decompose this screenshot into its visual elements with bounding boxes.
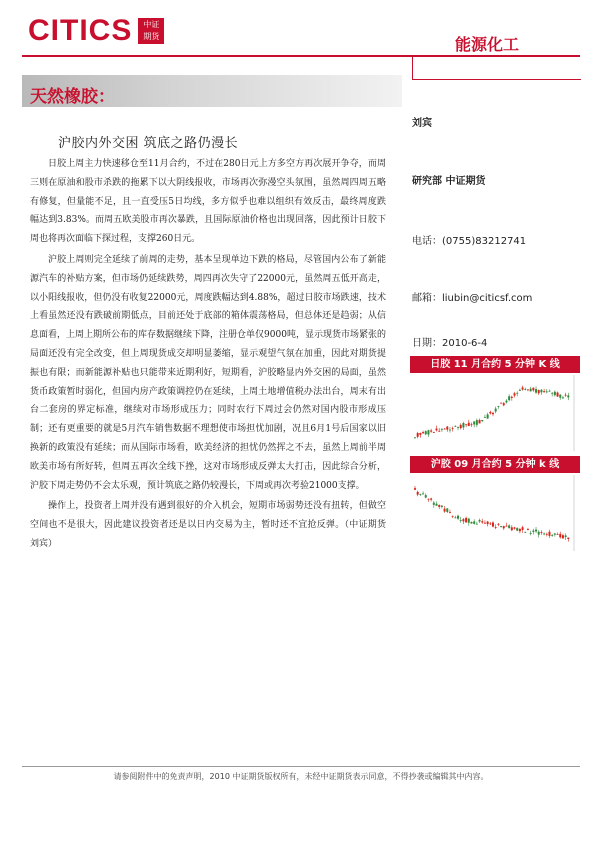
candle-body — [497, 406, 499, 407]
chart-title-2: 沪胶 09 月合约 5 分钟 k 线 — [410, 456, 580, 473]
candle-body — [427, 499, 429, 500]
candle-body — [495, 409, 497, 412]
candle-body — [532, 388, 534, 391]
candle-body — [462, 423, 464, 428]
candle-body — [543, 391, 545, 392]
article-paragraph-1: 日胶上周主力快速移仓至11月合约，不过在280日元上方多空方再次展开争夺，而周三则在原油和股市杀跌的拖累下以大阴线报收，市场再次弥漫空头氛围，虽然周四周五略有修复，但量能不足，且一直受压5日均线，多方似乎也难以组织有效反击，最终周度跌幅达到3.83%。而周五欧美股市再次暴跌，且国际原油价格也出现回落，因此预计日胶下周也将再次面临下探过程，支撑260日元。 — [30, 159, 386, 245]
candle-body — [522, 527, 524, 530]
candle-body — [532, 531, 534, 532]
candle-body — [503, 526, 505, 528]
candle-body — [476, 420, 478, 425]
candle-body — [473, 421, 475, 424]
candle-body — [511, 397, 513, 398]
candle-body — [484, 417, 486, 418]
candle-body — [419, 494, 421, 495]
candle-body — [417, 492, 419, 495]
logo-seal — [138, 18, 164, 44]
candle-body — [519, 390, 521, 391]
phone-value: (0755)83212741 — [442, 236, 527, 247]
author-name: 刘宾 — [412, 118, 432, 129]
candle-body — [484, 523, 486, 524]
candle-body — [446, 508, 448, 512]
candle-body — [430, 430, 432, 431]
candle-body — [452, 428, 454, 429]
candle-body — [457, 427, 459, 428]
candle-body — [535, 389, 537, 393]
candle-body — [468, 423, 470, 426]
candle-body — [481, 420, 483, 421]
candle-body — [492, 523, 494, 527]
date-row — [412, 334, 487, 349]
email-row — [412, 289, 532, 304]
candle-body — [449, 512, 451, 513]
footer-disclaimer: 请参阅附件中的免责声明，2010 中证期货版权所有，未经中证期货表示同意，不得抄袭或编辑其中内容。 — [113, 772, 489, 781]
logo-seal-line-1: 中证 — [143, 20, 160, 29]
logo-seal-line-2: 期货 — [143, 32, 160, 41]
candle-body — [535, 530, 537, 532]
chart-nikkei-rubber — [410, 356, 580, 453]
candle-body — [565, 395, 567, 396]
candle-body — [414, 488, 416, 490]
candle-body — [505, 526, 507, 527]
candle-body — [557, 393, 559, 397]
candle-body — [425, 431, 427, 434]
phone-label: 电话： — [412, 236, 442, 247]
candle-body — [465, 424, 467, 425]
candle-body — [492, 413, 494, 414]
candle-body — [465, 518, 467, 523]
candle-body — [417, 433, 419, 437]
candle-body — [481, 521, 483, 522]
candle-body — [540, 390, 542, 393]
candle-body — [538, 390, 540, 393]
chart-shanghai-rubber — [410, 456, 580, 553]
candle-body — [462, 519, 464, 521]
candle-body — [565, 535, 567, 537]
candle-body — [479, 520, 481, 521]
candle-body — [489, 412, 491, 413]
candle-body — [468, 519, 470, 523]
candle-body — [508, 525, 510, 528]
candle-body — [519, 529, 521, 531]
candle-body — [438, 431, 440, 432]
header-side-box — [412, 57, 581, 80]
article-paragraph-2: 沪胶上周则完全延续了前周的走势，基本呈现单边下跌的格局，尽管国内公布了新能源汽车的补贴方案，但市场仍延续跌势，周四再次失守了22000元，虽然周五低开高走，以小阳线报收，但仍没有收复22000元，周度跌幅达到4.88%，超过日胶市场跌速，技术上看虽然还没有跌破前期低点，目前还处于底部的箱体震荡格局，但总体还是趋弱；从信息面看，上周上期所公布的库存数据继续下降，注册仓单仅9000吨，显示现货市场紧张的局面还没有完全改变，但上周现货成交却明显萎缩，显示观望气氛在加重，因此对期货提振也有限；而新能源补贴也只能带来近期利好，短期看，沪胶略显内外交困的局面，虽然货币政策暂时弱化，但国内房产政策调控仍在延续，上周土地增值税办法出台，周末有出台二套房的界定标准，继续对市场形成压力；同时农行下周过会仍然对国内股市形成压制；还有更重要的就是5月汽车销售数据不理想使市场担忧加剧，况且6月1号后国家以旧换新的政策没有延续；而从国际市场看，欧美经济的担忧仍然挥之不去，虽然上周前半周欧美市场有所好转，但周五再次全线下挫，这对市场形成反弹太大打击，因此综合分析，沪胶下周走势仍不会太乐观，预计筑底之路仍较漫长，下周或再次考验21000支撑。 — [30, 254, 386, 491]
candle-body — [562, 397, 564, 398]
candle-body — [473, 521, 475, 523]
candle-body — [500, 526, 502, 527]
article-paragraph-3: 操作上，投资者上周并没有遇到很好的介入机会，短期市场弱势还没有扭转，但做空空间也不是很大，因此建议投资者还是以日内交易为主，暂时还不宜抢反弹。（中证期货 刘宾） — [30, 501, 386, 549]
candle-body — [441, 429, 443, 430]
candle-body — [489, 523, 491, 524]
phone-row — [412, 232, 526, 247]
section-title: 天然橡胶： — [30, 87, 115, 107]
candle-body — [511, 527, 513, 530]
candle-body — [540, 532, 542, 533]
candle-body — [551, 393, 553, 394]
candle-body — [460, 425, 462, 428]
candle-body — [438, 505, 440, 507]
candle-body — [441, 506, 443, 507]
department: 研究部 中证期货 — [412, 176, 486, 187]
candle-body — [457, 516, 459, 519]
candle-body — [546, 391, 548, 392]
candle-body — [508, 396, 510, 400]
candle-body — [422, 493, 424, 494]
candle-body — [554, 392, 556, 395]
candle-body — [460, 520, 462, 521]
candle-body — [557, 534, 559, 535]
candle-body — [427, 430, 429, 434]
candle-body — [495, 527, 497, 528]
candle-body — [514, 527, 516, 528]
email-label: 邮箱： — [412, 293, 442, 304]
candle-body — [548, 391, 550, 392]
candle-body — [543, 533, 545, 534]
date-label: 日期： — [412, 338, 442, 349]
candle-body — [454, 426, 456, 427]
candle-body — [454, 517, 456, 518]
candle-body — [444, 509, 446, 512]
candle-body — [422, 432, 424, 433]
article-title: 沪胶内外交困 筑底之路仍漫长 — [58, 136, 239, 151]
candle-body — [516, 528, 518, 531]
candle-body — [470, 424, 472, 425]
candlestick-chart-2 — [410, 473, 580, 553]
candle-body — [436, 504, 438, 506]
footer-divider — [22, 766, 580, 767]
chart-title-1: 日胶 11 月合约 5 分钟 K 线 — [410, 356, 580, 373]
candle-body — [546, 534, 548, 535]
candle-body — [562, 535, 564, 538]
candle-body — [479, 420, 481, 423]
candle-body — [503, 403, 505, 405]
candle-body — [433, 432, 435, 433]
candle-body — [522, 387, 524, 389]
candle-body — [567, 395, 569, 397]
candle-body — [452, 516, 454, 517]
candle-body — [497, 524, 499, 525]
report-category: 能源化工 — [455, 35, 520, 54]
candle-body — [414, 437, 416, 438]
candle-body — [538, 532, 540, 535]
candlestick-chart-1 — [410, 373, 580, 453]
candle-body — [487, 522, 489, 525]
candle-body — [516, 393, 518, 394]
candle-body — [487, 414, 489, 418]
candle-body — [524, 389, 526, 390]
candle-body — [446, 427, 448, 430]
candle-body — [419, 433, 421, 435]
candle-body — [476, 524, 478, 525]
candle-body — [470, 522, 472, 524]
date-value: 2010-6-4 — [442, 338, 488, 349]
article-body — [30, 155, 386, 556]
candle-body — [436, 429, 438, 431]
candle-body — [530, 389, 532, 392]
candle-body — [527, 529, 529, 530]
candle-body — [433, 503, 435, 505]
candle-body — [548, 532, 550, 536]
candle-body — [530, 533, 532, 534]
email-value[interactable]: liubin@citicsf.com — [442, 293, 533, 304]
candle-body — [559, 395, 561, 398]
candle-body — [500, 403, 502, 404]
candle-body — [444, 429, 446, 430]
candle-body — [425, 495, 427, 497]
brand-logo — [28, 14, 164, 48]
candle-body — [567, 538, 569, 539]
candle-body — [514, 393, 516, 395]
logo-text: CITICS — [28, 14, 133, 47]
candle-body — [559, 534, 561, 538]
candle-body — [524, 532, 526, 533]
candle-body — [551, 535, 553, 536]
candle-body — [430, 498, 432, 499]
candle-body — [449, 430, 451, 431]
candle-body — [505, 401, 507, 403]
candle-body — [527, 389, 529, 390]
candle-body — [554, 534, 556, 535]
